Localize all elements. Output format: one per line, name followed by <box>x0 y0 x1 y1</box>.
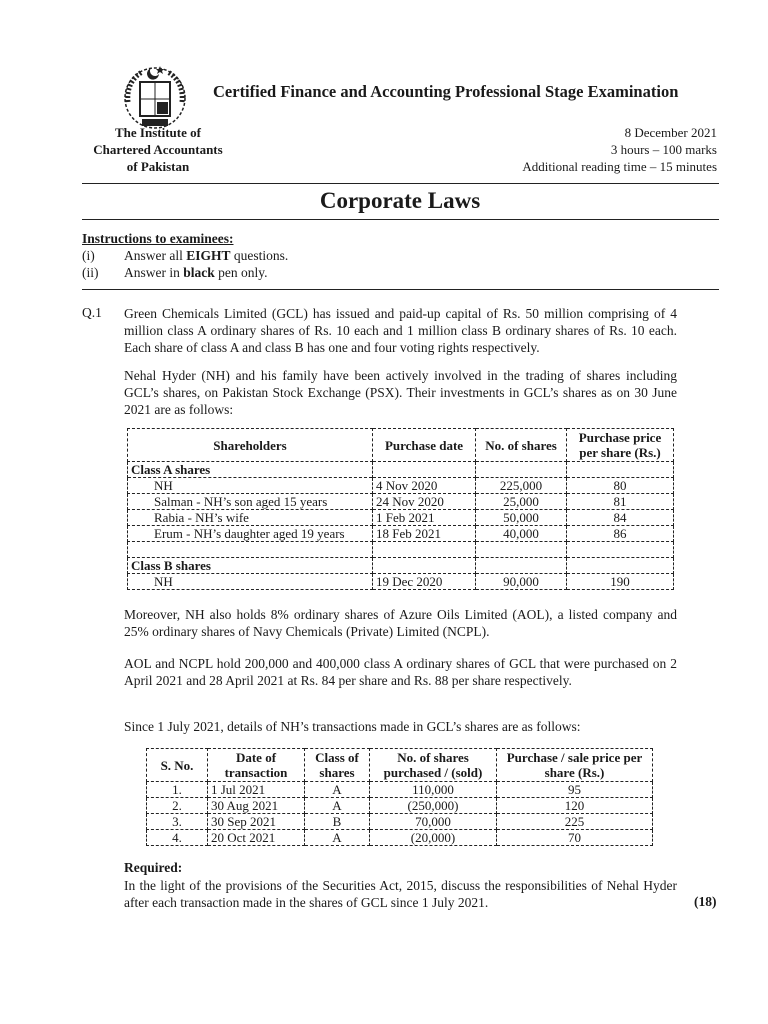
question-marks: (18) <box>694 894 717 909</box>
serial-cell: 3. <box>147 814 208 830</box>
column-header: S. No. <box>147 749 208 782</box>
column-header: Shareholders <box>128 429 373 462</box>
class-cell: A <box>305 798 370 814</box>
shareholder-cell: NH <box>128 574 373 590</box>
price-cell: 86 <box>567 526 674 542</box>
instruction-number: (i) <box>82 248 95 263</box>
table-row <box>147 798 653 814</box>
price-cell: 190 <box>567 574 674 590</box>
group-label: Class B shares <box>128 558 373 574</box>
price-cell: 84 <box>567 510 674 526</box>
class-cell: B <box>305 814 370 830</box>
column-header: No. of shares <box>476 429 567 462</box>
empty-cell <box>567 462 674 478</box>
table-spacer-row <box>128 542 674 558</box>
date-cell: 19 Dec 2020 <box>373 574 476 590</box>
shareholder-cell: Salman - NH’s son aged 15 years <box>128 494 373 510</box>
shareholder-cell: Rabia - NH’s wife <box>128 510 373 526</box>
required-text: In the light of the provisions of the Securities Act, 2015, discuss the responsibilities of Nehal Hyder after each transaction made in the shares of GCL since 1 July 2021. <box>124 878 677 910</box>
instruction-item <box>82 264 268 281</box>
instructions-heading: Instructions to examinees: <box>82 231 234 246</box>
class-cell: A <box>305 830 370 846</box>
serial-cell: 1. <box>147 782 208 798</box>
price-cell: 81 <box>567 494 674 510</box>
column-header: Class of shares <box>305 749 370 782</box>
table-row <box>128 494 674 510</box>
question-paragraph-1: Green Chemicals Limited (GCL) has issued and paid-up capital of Rs. 50 million comprising of 4 million class A ordinary shares of Rs. 10 each and 1 million class B ordinary shares of Rs. 10 each. Each share of class A and class B has one and four voting rights respectively. <box>124 306 677 355</box>
group-label: Class A shares <box>128 462 373 478</box>
table-row <box>128 574 674 590</box>
column-header: No. of shares purchased / (sold) <box>370 749 497 782</box>
empty-cell <box>373 558 476 574</box>
instruction-text-end: questions. <box>230 248 289 263</box>
exam-title: Certified Finance and Accounting Professional Stage Examination <box>213 82 679 101</box>
table-row <box>128 510 674 526</box>
column-header: Purchase date <box>373 429 476 462</box>
divider-instructions <box>82 289 719 290</box>
table-group-row <box>128 558 674 574</box>
shares-cell: 90,000 <box>476 574 567 590</box>
institute-line-2: Chartered Accountants <box>93 142 223 157</box>
instruction-text: Answer all <box>124 248 187 263</box>
divider-top <box>82 183 719 184</box>
table-row <box>128 478 674 494</box>
exam-date: 8 December 2021 <box>624 125 717 140</box>
date-cell: 18 Feb 2021 <box>373 526 476 542</box>
empty-cell <box>476 462 567 478</box>
question-paragraph-4: AOL and NCPL hold 200,000 and 400,000 class A ordinary shares of GCL that were purchased on 2 April 2021 and 28 April 2021 at Rs. 84 per share and Rs. 88 per share respectively. <box>124 656 677 688</box>
shares-cell: 70,000 <box>370 814 497 830</box>
instruction-text: Answer in <box>124 265 184 280</box>
reading-time: Additional reading time – 15 minutes <box>522 159 717 174</box>
date-cell: 20 Oct 2021 <box>208 830 305 846</box>
price-cell: 95 <box>497 782 653 798</box>
table-row <box>128 526 674 542</box>
price-cell: 80 <box>567 478 674 494</box>
instruction-emphasis: black <box>183 265 215 280</box>
exam-meta <box>522 124 717 175</box>
table-row <box>147 814 653 830</box>
empty-cell <box>128 542 373 558</box>
shares-cell: (250,000) <box>370 798 497 814</box>
question-paragraph-5: Since 1 July 2021, details of NH’s transactions made in GCL’s shares are as follows: <box>124 719 581 734</box>
transactions-table <box>146 748 653 846</box>
institute-line-3: of Pakistan <box>126 159 190 174</box>
instruction-number: (ii) <box>82 265 99 280</box>
table-header-row <box>128 429 674 462</box>
price-cell: 120 <box>497 798 653 814</box>
instruction-text-end: pen only. <box>214 265 268 280</box>
table-group-row <box>128 462 674 478</box>
shareholder-cell: Erum - NH’s daughter aged 19 years <box>128 526 373 542</box>
class-cell: A <box>305 782 370 798</box>
date-cell: 30 Sep 2021 <box>208 814 305 830</box>
serial-cell: 4. <box>147 830 208 846</box>
institute-name <box>78 124 238 175</box>
question-number: Q.1 <box>82 305 102 320</box>
column-header: Purchase / sale price per share (Rs.) <box>497 749 653 782</box>
date-cell: 4 Nov 2020 <box>373 478 476 494</box>
exam-duration: 3 hours – 100 marks <box>610 142 717 157</box>
divider-title <box>82 219 719 220</box>
empty-cell <box>476 558 567 574</box>
empty-cell <box>567 542 674 558</box>
instruction-emphasis: EIGHT <box>186 248 231 263</box>
institute-line-1: The Institute of <box>115 125 201 140</box>
empty-cell <box>476 542 567 558</box>
shares-cell: 225,000 <box>476 478 567 494</box>
shareholder-cell: NH <box>128 478 373 494</box>
instruction-item <box>82 247 288 264</box>
icap-logo <box>120 62 190 132</box>
price-cell: 70 <box>497 830 653 846</box>
holdings-table <box>127 428 674 590</box>
column-header: Purchase price per share (Rs.) <box>567 429 674 462</box>
shares-cell: 110,000 <box>370 782 497 798</box>
shares-cell: 25,000 <box>476 494 567 510</box>
date-cell: 1 Jul 2021 <box>208 782 305 798</box>
column-header: Date of transaction <box>208 749 305 782</box>
question-paragraph-3: Moreover, NH also holds 8% ordinary shares of Azure Oils Limited (AOL), a listed company and 25% ordinary shares of Navy Chemicals (Private) Limited (NCPL). <box>124 607 677 639</box>
shares-cell: 50,000 <box>476 510 567 526</box>
table-row <box>147 830 653 846</box>
price-cell: 225 <box>497 814 653 830</box>
serial-cell: 2. <box>147 798 208 814</box>
table-header-row <box>147 749 653 782</box>
date-cell: 1 Feb 2021 <box>373 510 476 526</box>
shares-cell: 40,000 <box>476 526 567 542</box>
empty-cell <box>373 542 476 558</box>
required-label: Required: <box>124 860 183 875</box>
empty-cell <box>373 462 476 478</box>
empty-cell <box>567 558 674 574</box>
date-cell: 30 Aug 2021 <box>208 798 305 814</box>
date-cell: 24 Nov 2020 <box>373 494 476 510</box>
question-paragraph-2: Nehal Hyder (NH) and his family have been actively involved in the trading of shares including GCL’s shares, on Pakistan Stock Exchange (PSX). Their investments in GCL’s shares as on 30 June 2021 are as follows: <box>124 368 677 417</box>
paper-title: Corporate Laws <box>319 188 481 213</box>
table-row <box>147 782 653 798</box>
shares-cell: (20,000) <box>370 830 497 846</box>
